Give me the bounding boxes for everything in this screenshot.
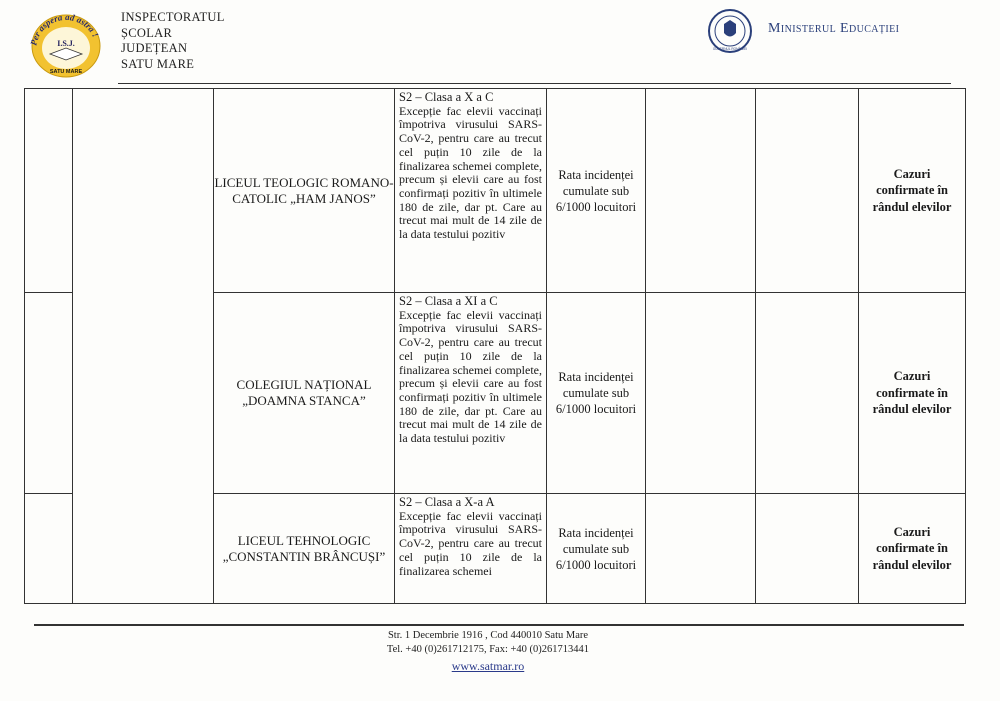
class-line: S2 – Clasa a X-a A — [399, 495, 495, 509]
ministry-title: Ministerul Educației — [768, 21, 900, 36]
table-cell — [25, 293, 73, 494]
school-name: LICEUL TEOLOGIC ROMANO-CATOLIC „HAM JANOS” — [214, 89, 395, 293]
footer-address: Str. 1 Decembrie 1916 , Cod 440010 Satu Mare — [387, 630, 589, 641]
isj-title-line: ȘCOLAR — [121, 25, 173, 40]
class-details — [395, 293, 547, 494]
isj-title — [121, 10, 225, 72]
svg-text:Per aspera ad astra !: Per aspera ad astra ! — [28, 11, 101, 47]
exception-text: Excepție fac elevii vaccinați împotriva virusului SARS-CoV-2, pentru care au trecut cel puțin 10 zile de la finalizarea schemei — [399, 508, 542, 578]
incidence-rate: Rata incidenței cumulate sub 6/1000 locuitori — [547, 494, 646, 604]
footer-website-link[interactable]: www.satmar.ro — [451, 659, 525, 673]
svg-text:GUVERNUL ROMÂNIEI: GUVERNUL ROMÂNIEI — [712, 47, 748, 51]
exception-text: Excepție fac elevii vaccinați împotriva virusului SARS-CoV-2, pentru care au trecut cel puțin 10 zile de la finalizarea schemei complete, precum și elevii care au fost confirmați pozitiv în ultimele 180 de zile, dar pt. Care au trecut mai mult de 14 zile de la data testului pozitiv — [399, 103, 542, 242]
suspension-reason: Cazuri confirmate în rândul elevilor — [859, 494, 966, 604]
table-cell — [756, 494, 859, 604]
class-line: S2 – Clasa a X a C — [399, 90, 494, 104]
class-details — [395, 494, 547, 604]
isj-logo-city: SATU MARE — [49, 69, 83, 75]
header-divider — [118, 83, 951, 84]
table-cell — [756, 293, 859, 494]
table-cell — [756, 89, 859, 293]
isj-title-line: JUDEȚEAN — [121, 41, 188, 55]
table-cell — [73, 89, 214, 604]
isj-title-line: INSPECTORATUL — [121, 10, 225, 24]
footer-divider — [34, 624, 964, 626]
table-row — [25, 89, 966, 293]
incidence-rate: Rata incidenței cumulate sub 6/1000 locuitori — [547, 293, 646, 494]
government-seal-logo — [707, 8, 753, 54]
table-cell — [25, 494, 73, 604]
school-name: COLEGIUL NAȚIONAL „DOAMNA STANCA” — [214, 293, 395, 494]
class-line: S2 – Clasa a XI a C — [399, 294, 498, 308]
footer-contact: Tel. +40 (0)261712175, Fax: +40 (0)261713441 — [386, 644, 590, 655]
school-name: LICEUL TEHNOLOGIC „CONSTANTIN BRÂNCUȘI” — [214, 494, 395, 604]
isj-logo — [28, 10, 104, 78]
isj-logo-initials: I.S.J. — [57, 39, 75, 48]
exception-text: Excepție fac elevii vaccinați împotriva virusului SARS-CoV-2, pentru care au trecut cel puțin 10 zile de la finalizarea schemei complete, precum și elevii care au fost confirmați pozitiv în ultimele 180 de zile, dar pt. Care au trecut mai mult de 14 zile de la data testului pozitiv — [399, 307, 542, 446]
table-cell — [25, 89, 73, 293]
suspension-reason: Cazuri confirmate în rândul elevilor — [859, 293, 966, 494]
class-details — [395, 89, 547, 293]
isj-title-line: SATU MARE — [121, 56, 195, 71]
table-cell — [646, 89, 756, 293]
incidence-rate: Rata incidenței cumulate sub 6/1000 locuitori — [547, 89, 646, 293]
suspension-reason: Cazuri confirmate în rândul elevilor — [859, 89, 966, 293]
table-cell — [646, 494, 756, 604]
schools-table — [24, 88, 966, 604]
table-cell — [646, 293, 756, 494]
